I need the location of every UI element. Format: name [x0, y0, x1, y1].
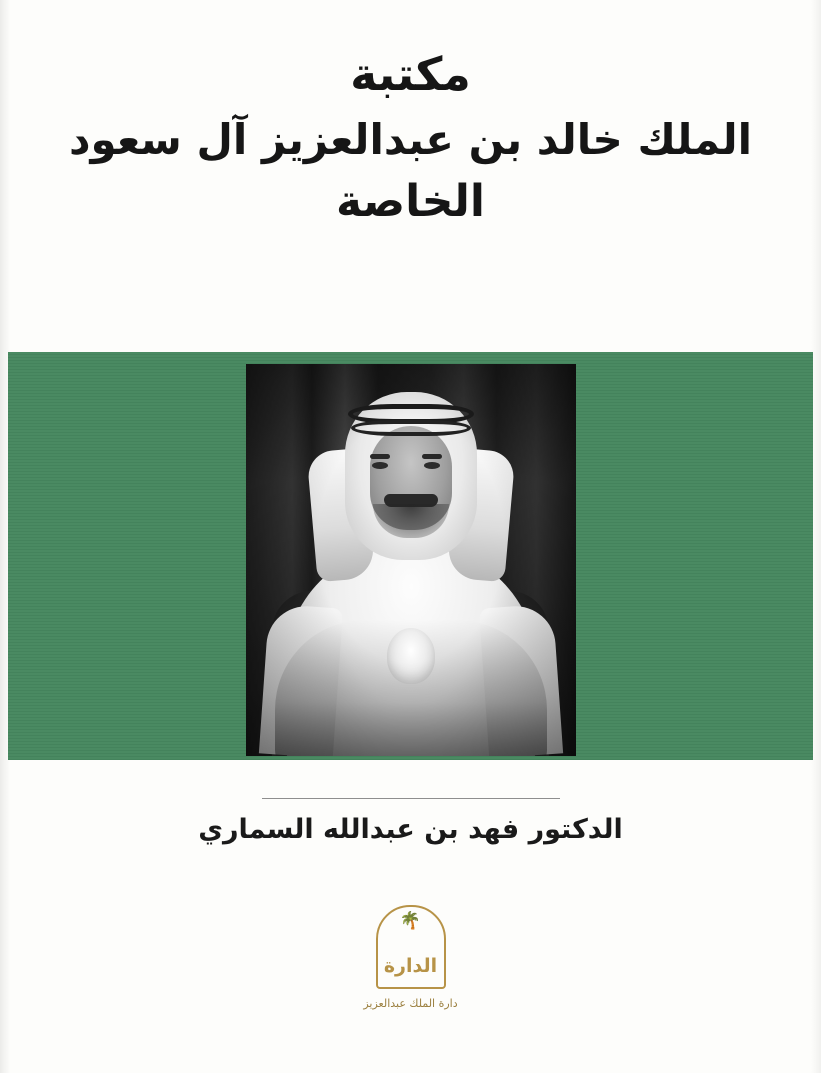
portrait-vignette [246, 364, 576, 756]
title-line-2: الملك خالد بن عبدالعزيز آل سعود [68, 114, 753, 164]
logo-frame [376, 905, 446, 989]
palm-tree-icon: 🌴 [399, 911, 422, 931]
portrait-photo [246, 364, 576, 756]
publisher-name: الدارة [383, 955, 438, 977]
green-banner [8, 352, 813, 760]
publisher-caption: دارة الملك عبدالعزيز [363, 997, 458, 1010]
author-divider [262, 798, 560, 799]
author-name: الدكتور فهد بن عبدالله السماري [198, 814, 623, 845]
title-line-3: الخاصة [335, 176, 486, 227]
cover-title-block [0, 46, 821, 229]
title-line-1: مكتبة [350, 47, 471, 101]
publisher-logo [361, 905, 461, 1010]
